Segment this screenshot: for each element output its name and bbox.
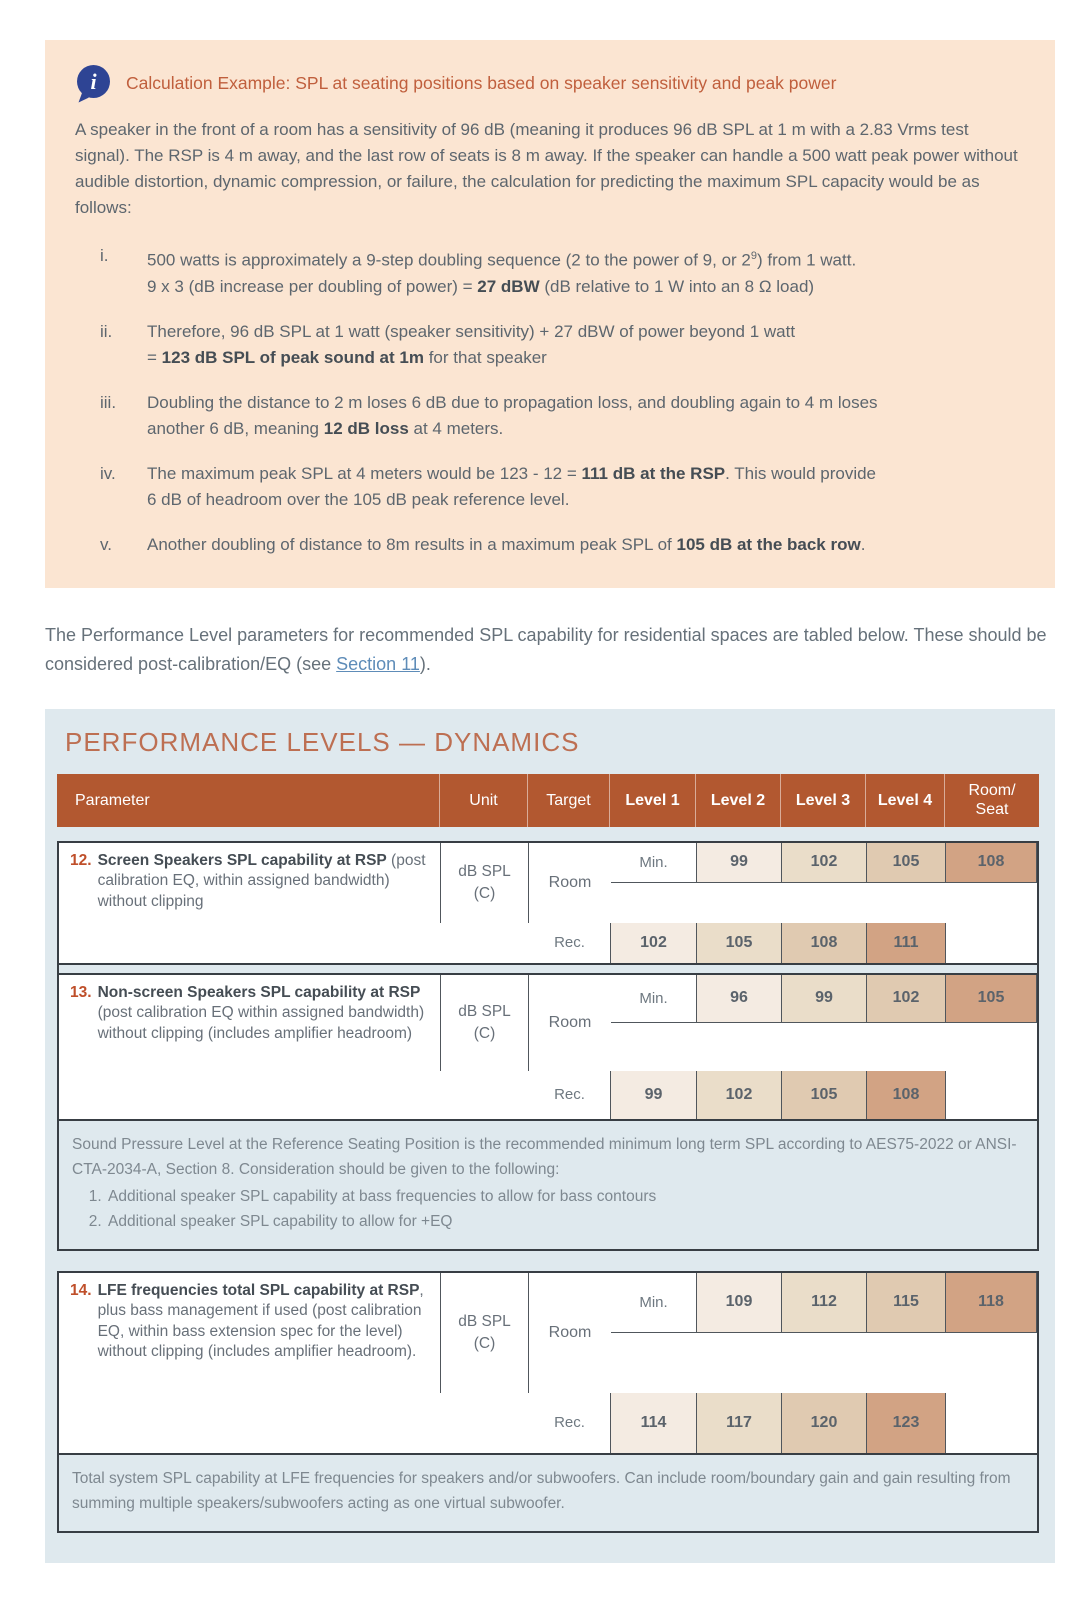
callout-title: Calculation Example: SPL at seating positions based on speaker sensitivity and peak power <box>126 73 837 94</box>
step-text: Doubling the distance to 2 m loses 6 dB due to propagation loss, and doubling again to 4 m loses another 6 dB, meaning 12 dB loss at 4 meters. <box>147 392 878 438</box>
unit-line1: dB SPL <box>458 862 511 880</box>
step-text: Therefore, 96 dB SPL at 1 watt (speaker sensitivity) + 27 dBW of power beyond 1 watt = 123 dB SPL of peak sound at 1m for that speaker <box>147 321 796 367</box>
step-marker: ii. <box>100 321 113 341</box>
target-min-label: Min. <box>611 1273 697 1333</box>
value-min-level4: 105 <box>946 975 1037 1023</box>
parameter-cell <box>59 843 441 923</box>
value-min-level2: 112 <box>782 1273 867 1333</box>
unit-line2: (C) <box>473 1334 496 1352</box>
value-rec-level1: 114 <box>611 1393 697 1453</box>
th-parameter: Parameter <box>75 791 150 809</box>
value-min-level2: 102 <box>782 843 867 883</box>
row-number: 14. <box>70 1281 92 1299</box>
performance-levels-panel <box>45 709 1055 1563</box>
value-rec-level2: 117 <box>697 1393 782 1453</box>
th-target: Target <box>527 774 609 827</box>
calc-step-item <box>75 390 1025 442</box>
unit-line1: dB SPL <box>458 1312 511 1330</box>
value-rec-level4: 108 <box>867 1071 946 1119</box>
note-list-item: 2. Additional speaker SPL capability to allow for +EQ <box>106 1209 1021 1234</box>
th-room-seat-line2: Seat <box>975 801 1009 819</box>
th-level-4: Level 4 <box>865 774 944 827</box>
table-title: PERFORMANCE LEVELS — DYNAMICS <box>65 726 580 757</box>
th-level-3: Level 3 <box>780 774 865 827</box>
callout-header <box>75 64 1025 103</box>
row-separator <box>59 963 1037 975</box>
step-marker: iv. <box>100 463 116 483</box>
row-14-block <box>57 1271 1039 1533</box>
parameter-text: LFE frequencies total SPL capability at RSP, plus bass management if used (post calibration EQ, within bass extension spec for the level) without clipping (includes amplifier headroom). <box>97 1281 424 1361</box>
step-text: 500 watts is approximately a 9-step doubling sequence (2 to the power of 9, or $2^9$) from 1 watt. 9 x 3 (dB increase per doubling of power) = 27 dBW (dB relative to 1 W into an 8 Ω load) <box>147 250 857 296</box>
value-min-level3: 105 <box>867 843 946 883</box>
calculation-example-callout <box>45 40 1055 588</box>
table-row-12 <box>59 843 1037 963</box>
step-text: Another doubling of distance to 8m results in a maximum peak SPL of 105 dB at the back row. <box>147 534 866 554</box>
row-number: 12. <box>70 851 92 869</box>
th-unit: Unit <box>439 774 527 827</box>
value-rec-level3: 105 <box>782 1071 867 1119</box>
value-min-level1: 109 <box>697 1273 782 1333</box>
th-level-1: Level 1 <box>609 774 695 827</box>
room-seat-cell: Room <box>548 1323 592 1341</box>
value-rec-level4: 111 <box>867 923 946 963</box>
unit-cell <box>441 975 529 1071</box>
unit-line2: (C) <box>473 1024 496 1042</box>
step-marker: iii. <box>100 392 117 412</box>
row-number: 13. <box>70 983 92 1001</box>
table-row-14 <box>59 1273 1037 1453</box>
target-rec-label: Rec. <box>529 1393 611 1453</box>
value-min-level3: 102 <box>867 975 946 1023</box>
room-seat-cell: Room <box>548 873 592 891</box>
unit-line2: (C) <box>473 884 496 902</box>
calc-step-item <box>75 532 1025 558</box>
calc-step-item <box>75 319 1025 371</box>
target-rec-label: Rec. <box>529 923 611 963</box>
unit-cell <box>441 843 529 923</box>
value-min-level4: 108 <box>946 843 1037 883</box>
value-min-level3: 115 <box>867 1273 946 1333</box>
note-intro: Sound Pressure Level at the Reference Seating Position is the recommended minimum long term SPL according to AES75-2022 or ANSI-CTA-2034-A, Section 8. Consideration should be given to the following: <box>72 1135 1017 1178</box>
value-rec-level2: 102 <box>697 1071 782 1119</box>
calculation-steps-list <box>75 243 1025 558</box>
table-row-13 <box>59 975 1037 1119</box>
value-rec-level1: 102 <box>611 923 697 963</box>
parameter-cell <box>59 1273 441 1393</box>
note-list <box>72 1184 1021 1234</box>
rows-12-13-block <box>57 841 1039 1251</box>
unit-cell <box>441 1273 529 1393</box>
parameter-text: Non-screen Speakers SPL capability at RSP (post calibration EQ within assigned bandwidth) without clipping (includes amplifier headroom) <box>97 983 425 1042</box>
calc-step-item <box>75 243 1025 300</box>
step-marker: i. <box>100 246 109 265</box>
value-min-level1: 96 <box>697 975 782 1023</box>
value-rec-level3: 120 <box>782 1393 867 1453</box>
value-min-level4: 118 <box>946 1273 1037 1333</box>
step-marker: v. <box>100 534 112 554</box>
step-text: The maximum peak SPL at 4 meters would be 123 - 12 = 111 dB at the RSP. This would provide 6 dB of headroom over the 105 dB peak reference level. <box>147 463 877 509</box>
th-level-2: Level 2 <box>695 774 780 827</box>
section-11-link[interactable]: Section 11 <box>336 653 420 674</box>
callout-intro: A speaker in the front of a room has a sensitivity of 96 dB (meaning it produces 96 dB SPL at 1 m with a 2.83 Vrms test signal). The RSP is 4 m away, and the last row of seats is 8 m away. If the speaker can handle a 500 watt peak power without audible distortion, dynamic compression, or failure, the calculation for predicting the maximum SPL capacity would be as follows: <box>75 120 1018 217</box>
note-intro: Total system SPL capability at LFE frequencies for speakers and/or subwoofers. Can include room/boundary gain and gain resulting from summing multiple speakers/subwoofers acting as one virtual subwoofer. <box>72 1469 1011 1512</box>
value-min-level2: 99 <box>782 975 867 1023</box>
table-header-row <box>57 774 1039 827</box>
table-note-lfe <box>59 1453 1037 1531</box>
table-note-spl <box>59 1119 1037 1249</box>
calc-step-item <box>75 461 1025 513</box>
intro-paragraph: The Performance Level parameters for recommended SPL capability for residential spaces are tabled below. These should be considered post-calibration/EQ (see Section 11). <box>45 624 1047 674</box>
value-rec-level3: 108 <box>782 923 867 963</box>
th-room-seat-line1: Room/ <box>968 781 1016 799</box>
target-rec-label: Rec. <box>529 1071 611 1119</box>
unit-line1: dB SPL <box>458 1002 511 1020</box>
svg-text:i: i <box>90 69 97 94</box>
parameter-cell <box>59 975 441 1071</box>
value-rec-level4: 123 <box>867 1393 946 1453</box>
info-icon <box>75 64 112 103</box>
value-rec-level1: 99 <box>611 1071 697 1119</box>
value-rec-level2: 105 <box>697 923 782 963</box>
note-list-item: 1. Additional speaker SPL capability at bass frequencies to allow for bass contours <box>106 1184 1021 1209</box>
value-min-level1: 99 <box>697 843 782 883</box>
room-seat-cell: Room <box>548 1013 592 1031</box>
parameter-text: Screen Speakers SPL capability at RSP (post calibration EQ, within assigned bandwidth) without clipping <box>97 851 426 910</box>
target-min-label: Min. <box>611 843 697 883</box>
th-room-seat <box>944 774 1039 827</box>
target-min-label: Min. <box>611 975 697 1023</box>
